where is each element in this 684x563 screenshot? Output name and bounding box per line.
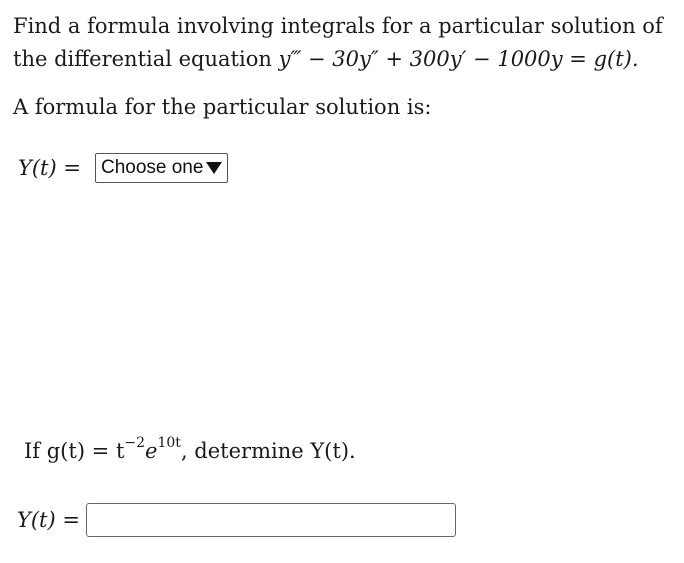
dropdown-value: Choose one [100, 157, 204, 178]
y-of-t-answer-label: Y(t) = [17, 508, 80, 532]
caret-down-icon [206, 162, 222, 174]
exponential-base: e [145, 439, 158, 463]
exponent-e: 10t [157, 435, 181, 451]
exponent-t: −2 [124, 435, 146, 451]
formula-prompt: A formula for the particular solution is: [13, 95, 432, 119]
problem-intro: Find a formula involving integrals for a particular solution of the differential equation [13, 14, 663, 71]
formula-dropdown[interactable] [95, 153, 228, 183]
specific-question [24, 433, 356, 469]
answer-row [17, 501, 456, 539]
question-prefix: If g(t) = t [24, 439, 125, 463]
y-of-t-label: Y(t) = [18, 156, 81, 180]
particular-solution-row [18, 152, 228, 184]
differential-equation: y‴ − 30y″ + 300y′ − 1000y = g(t). [278, 47, 639, 71]
answer-input[interactable] [86, 503, 456, 537]
problem-statement [13, 10, 681, 76]
question-suffix: , determine Y(t). [180, 439, 356, 463]
